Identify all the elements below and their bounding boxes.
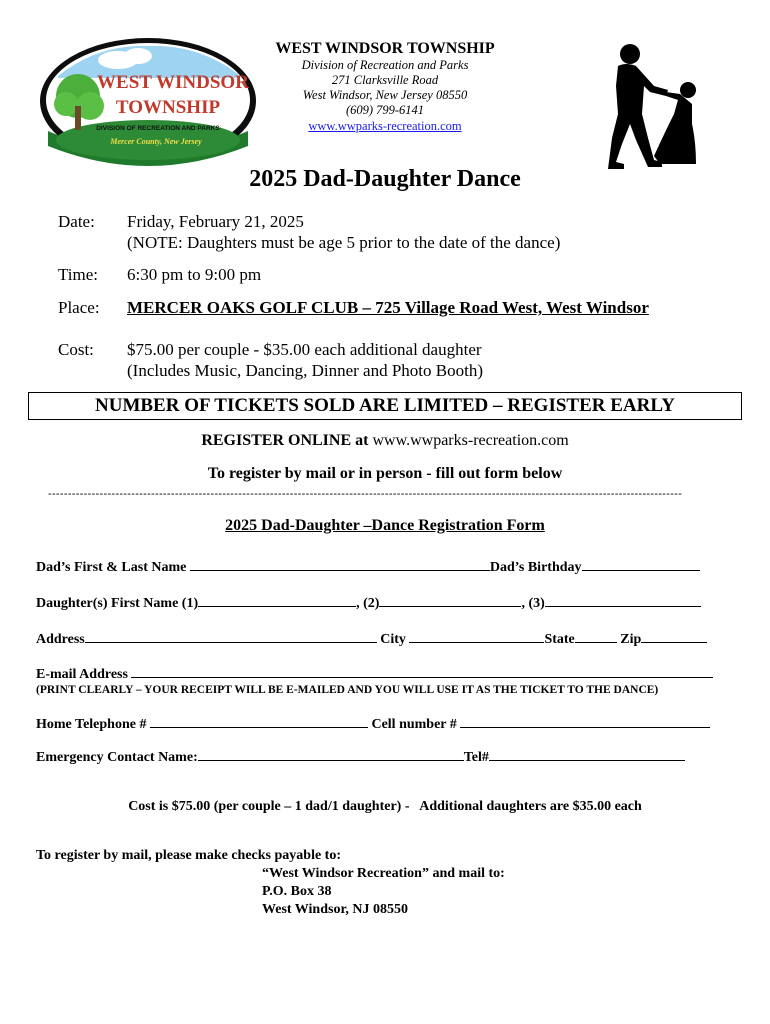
address-field[interactable] bbox=[85, 629, 377, 643]
home-phone-label: Home Telephone # bbox=[36, 717, 147, 732]
date-note: (NOTE: Daughters must be age 5 prior to the date of the dance) bbox=[127, 233, 561, 252]
daughter1-label: Daughter(s) First Name (1) bbox=[36, 596, 199, 611]
mail-instructions: To register by mail, please make checks payable to: bbox=[36, 848, 342, 863]
division-name: Division of Recreation and Parks bbox=[301, 58, 469, 72]
register-mail-note: To register by mail or in person - fill out form below bbox=[207, 465, 563, 482]
emergency-tel-field[interactable] bbox=[489, 747, 685, 761]
daughter3-label: , (3) bbox=[521, 596, 545, 611]
tel-label: Tel# bbox=[463, 750, 489, 765]
event-title: 2025 Dad-Daughter Dance bbox=[249, 166, 521, 192]
phone-row bbox=[36, 714, 710, 733]
place-label: Place: bbox=[58, 298, 100, 317]
city-label: City bbox=[380, 632, 406, 647]
register-online-line bbox=[0, 432, 770, 450]
state-field[interactable] bbox=[575, 629, 617, 643]
logo-line-1: WEST WINDSOR bbox=[97, 72, 249, 93]
cell-field[interactable] bbox=[460, 714, 710, 728]
daughter1-field[interactable] bbox=[198, 593, 356, 607]
org-name: WEST WINDSOR TOWNSHIP bbox=[275, 40, 495, 57]
cost-value: $75.00 per couple - $35.00 each additional daughter bbox=[127, 340, 482, 359]
daughter2-field[interactable] bbox=[379, 593, 521, 607]
mail-city: West Windsor, NJ 08550 bbox=[262, 902, 408, 917]
website-link[interactable]: www.wwparks-recreation.com bbox=[308, 119, 462, 133]
logo-line-2: TOWNSHIP bbox=[115, 97, 221, 118]
cost-summary: Cost is $75.00 (per couple – 1 dad/1 daughter) - Additional daughters are $35.00 each bbox=[128, 799, 642, 814]
cell-label: Cell number # bbox=[371, 717, 457, 732]
daughter3-field[interactable] bbox=[545, 593, 701, 607]
dad-name-field[interactable] bbox=[190, 557, 490, 571]
date-value: Friday, February 21, 2025 bbox=[127, 212, 304, 231]
email-label: E-mail Address bbox=[36, 667, 128, 682]
register-online-url[interactable]: www.wwparks-recreation.com bbox=[368, 432, 569, 449]
registration-form-title: 2025 Dad-Daughter –Dance Registration Form bbox=[225, 517, 545, 534]
street-address: 271 Clarksville Road bbox=[331, 73, 439, 87]
mail-po-box: P.O. Box 38 bbox=[262, 884, 332, 899]
register-online-label: REGISTER ONLINE at bbox=[201, 432, 369, 449]
dad-birthday-field[interactable] bbox=[582, 557, 700, 571]
daughters-row bbox=[36, 593, 701, 612]
time-value: 6:30 pm to 9:00 pm bbox=[127, 265, 262, 284]
zip-label: Zip bbox=[620, 632, 642, 647]
home-phone-field[interactable] bbox=[150, 714, 368, 728]
phone-number: (609) 799-6141 bbox=[345, 103, 425, 117]
emergency-name-field[interactable] bbox=[198, 747, 464, 761]
dad-name-label: Dad’s First & Last Name bbox=[36, 560, 187, 575]
emergency-label: Emergency Contact Name: bbox=[36, 750, 198, 765]
address-label: Address bbox=[36, 632, 85, 647]
cost-note: (Includes Music, Dancing, Dinner and Photo Booth) bbox=[127, 361, 483, 380]
dancing-couple-silhouette-icon bbox=[596, 34, 708, 174]
city-field[interactable] bbox=[409, 629, 544, 643]
date-label: Date: bbox=[58, 212, 95, 231]
tickets-limited-banner: NUMBER OF TICKETS SOLD ARE LIMITED – REGISTER EARLY bbox=[28, 392, 742, 420]
dad-birthday-label: Dad’s Birthday bbox=[489, 560, 582, 575]
logo-subtitle: DIVISION OF RECREATION AND PARKS bbox=[96, 125, 220, 132]
west-windsor-township-logo bbox=[38, 36, 258, 166]
email-row bbox=[36, 664, 713, 683]
logo-county: Mercer County, New Jersey bbox=[110, 137, 202, 146]
place-value: MERCER OAKS GOLF CLUB – 725 Village Road West, West Windsor bbox=[127, 298, 649, 317]
email-field[interactable] bbox=[131, 664, 713, 678]
emergency-row bbox=[36, 747, 685, 766]
state-label: State bbox=[544, 632, 575, 647]
cut-line-divider: ---------------------------------------------------------------------------------------------------------------------------------------------------------------- bbox=[48, 488, 683, 500]
daughter2-label: , (2) bbox=[356, 596, 380, 611]
city-address: West Windsor, New Jersey 08550 bbox=[302, 88, 468, 102]
dad-name-row bbox=[36, 557, 700, 576]
mail-payee: “West Windsor Recreation” and mail to: bbox=[262, 866, 505, 881]
print-clearly-note: (PRINT CLEARLY – YOUR RECEIPT WILL BE E-MAILED AND YOU WILL USE IT AS THE TICKET TO THE DANCE) bbox=[36, 684, 659, 696]
time-label: Time: bbox=[58, 265, 99, 284]
zip-field[interactable] bbox=[641, 629, 707, 643]
address-row bbox=[36, 629, 707, 648]
cost-label: Cost: bbox=[58, 340, 94, 359]
